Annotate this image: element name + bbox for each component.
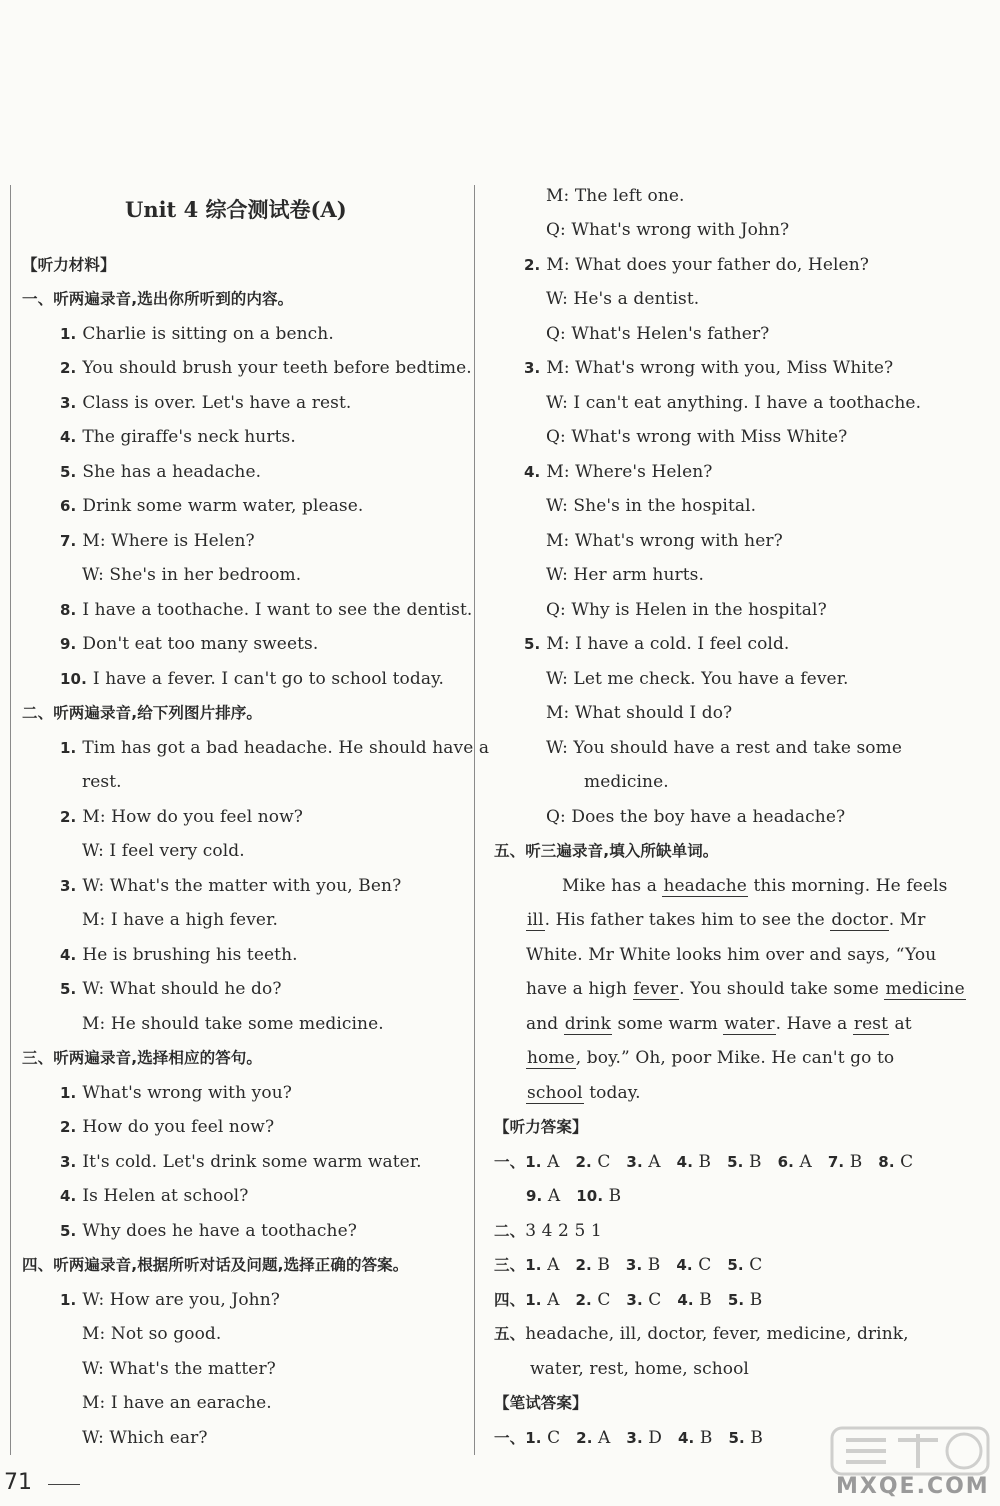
- answer-choice: A: [547, 1152, 560, 1172]
- text-line: M: Not so good.: [82, 1324, 222, 1344]
- text-line: W: You should have a rest and take some: [546, 738, 903, 758]
- text-line: M: What's wrong with her?: [546, 531, 783, 551]
- passage-text: this morning. He feels: [747, 876, 948, 896]
- text-line: W: I feel very cold.: [82, 841, 245, 861]
- text-line: [524, 357, 893, 379]
- text-line: [60, 944, 298, 966]
- text-line: [60, 530, 255, 552]
- text-line: M: What should I do?: [546, 703, 733, 723]
- text-line: [524, 461, 713, 483]
- item-number: 10.: [60, 670, 87, 688]
- answer-choice: B: [749, 1290, 763, 1310]
- answer-choice: A: [547, 1186, 561, 1206]
- answer-line: [530, 1358, 749, 1380]
- answer-item: [525, 1290, 559, 1310]
- passage-text: , boy.” Oh, poor Mike. He can't go to: [575, 1048, 895, 1068]
- page-number-dash: [48, 1484, 80, 1485]
- answer-item: [828, 1152, 862, 1172]
- answer-number: 2.: [575, 1256, 592, 1274]
- answer-choice: C: [698, 1255, 712, 1275]
- item-number: 6.: [60, 497, 77, 515]
- text-line: W: What's the matter?: [82, 1359, 276, 1379]
- answer-prefix: 一、: [494, 1153, 526, 1171]
- answer-item: [878, 1152, 913, 1172]
- answer-line: [494, 1254, 778, 1276]
- answer-line: [526, 1185, 637, 1207]
- section-heading: 一、听两遍录音,选出你所听到的内容。: [22, 290, 294, 308]
- answer-number: 2.: [575, 1153, 592, 1171]
- answer-item: [526, 1186, 560, 1206]
- section-heading: 二、听两遍录音,给下列图片排序。: [22, 704, 262, 722]
- text-line: medicine.: [584, 772, 669, 792]
- passage-line: [526, 1082, 641, 1104]
- text-line: [60, 668, 444, 690]
- passage-text: . Mr: [888, 910, 926, 930]
- text-line: [60, 392, 351, 414]
- answer-choice: B: [699, 1290, 712, 1310]
- item-number: 3.: [60, 1153, 77, 1171]
- item-text: The giraffe's neck hurts.: [82, 427, 296, 447]
- passage-line: [526, 978, 966, 1000]
- item-number: 4.: [524, 463, 541, 481]
- answer-prefix: 三、: [494, 1256, 526, 1274]
- answer-choice: B: [699, 1428, 713, 1448]
- answer-choice: B: [647, 1255, 661, 1275]
- text-line: W: Let me check. You have a fever.: [546, 669, 849, 689]
- answer-choice: A: [648, 1152, 661, 1172]
- left-margin-rule: [10, 185, 11, 1455]
- text-line: W: She's in her bedroom.: [82, 565, 302, 585]
- answer-number: 2.: [576, 1429, 593, 1447]
- answer-number: 4.: [676, 1256, 693, 1274]
- item-text: I have a fever. I can't go to school today.: [92, 669, 445, 689]
- passage-text: and: [526, 1014, 564, 1034]
- section-heading: 四、听两遍录音,根据所听对话及问题,选择正确的答案。: [22, 1256, 409, 1274]
- text-line: W: Her arm hurts.: [546, 565, 705, 585]
- item-number: 8.: [60, 601, 77, 619]
- text-line: W: I can't eat anything. I have a toothache.: [546, 393, 922, 413]
- answer-number: 1.: [525, 1256, 542, 1274]
- answer-number: 3.: [626, 1291, 643, 1309]
- answer-text: 3 4 2 5 1: [525, 1221, 602, 1241]
- answer-item: [525, 1152, 559, 1172]
- answer-choice: B: [849, 1152, 863, 1172]
- answer-number: 3.: [625, 1256, 643, 1274]
- answer-choice: B: [748, 1152, 762, 1172]
- page-title: Unit 4 综合测试卷(A): [125, 197, 347, 222]
- passage-text: some warm: [611, 1014, 724, 1034]
- text-line: [60, 1082, 292, 1104]
- answer-number: 10.: [576, 1187, 604, 1205]
- item-number: 4.: [60, 428, 77, 446]
- answer-number: 1.: [525, 1291, 542, 1309]
- filled-blank: ill: [527, 910, 544, 930]
- answer-item: [727, 1255, 762, 1275]
- answer-line: [494, 1323, 909, 1345]
- passage-text: White. Mr White looks him over and says, “You: [526, 945, 937, 965]
- text-line: M: I have a high fever.: [82, 910, 278, 930]
- filled-blank: school: [527, 1083, 583, 1103]
- item-text: M: Where is Helen?: [82, 531, 255, 551]
- item-text: M: How do you feel now?: [82, 807, 304, 827]
- answer-item: [576, 1428, 610, 1448]
- text-line: W: He's a dentist.: [546, 289, 700, 309]
- text-line: W: Which ear?: [82, 1428, 208, 1448]
- answer-number: 1.: [525, 1429, 542, 1447]
- text-line: [60, 978, 282, 1000]
- answer-prefix: 五、: [494, 1325, 526, 1343]
- answer-choice: C: [597, 1290, 611, 1310]
- text-line: M: The left one.: [546, 186, 685, 206]
- answer-item: [677, 1290, 711, 1310]
- text-line: [60, 495, 363, 517]
- answer-number: 7.: [827, 1153, 845, 1171]
- answer-number: 9.: [526, 1187, 543, 1205]
- answer-item: [626, 1290, 661, 1310]
- filled-blank: fever: [633, 979, 679, 999]
- text-line: [60, 1220, 357, 1242]
- filled-blank: rest: [853, 1014, 889, 1034]
- answer-number: 3.: [626, 1429, 643, 1447]
- text-line: [60, 737, 489, 759]
- answer-choice: C: [547, 1428, 561, 1448]
- item-number: 9.: [60, 635, 77, 653]
- passage-line: [526, 944, 936, 966]
- item-number: 7.: [60, 532, 77, 550]
- text-line: Q: Why is Helen in the hospital?: [546, 600, 827, 620]
- answer-line: [494, 1289, 778, 1311]
- answer-item: [626, 1428, 662, 1448]
- item-number: 3.: [60, 877, 77, 895]
- answer-text: water, rest, home, school: [530, 1359, 749, 1379]
- item-number: 4.: [60, 1187, 77, 1205]
- item-text: What's wrong with you?: [82, 1083, 292, 1103]
- answer-line: [494, 1151, 929, 1173]
- passage-line: [526, 1047, 894, 1069]
- passage-text: Mike has a: [562, 876, 663, 896]
- item-text: Charlie is sitting on a bench.: [82, 324, 334, 344]
- text-line: M: He should take some medicine.: [82, 1014, 384, 1034]
- text-line: [60, 323, 334, 345]
- passage-text: . Have a: [775, 1014, 853, 1034]
- filled-blank: medicine: [885, 979, 965, 999]
- text-line: [60, 357, 472, 379]
- item-text: W: How are you, John?: [82, 1290, 280, 1310]
- item-number: 2.: [60, 808, 77, 826]
- item-number: 1.: [60, 1084, 77, 1102]
- text-line: M: I have an earache.: [82, 1393, 272, 1413]
- filled-blank: drink: [564, 1014, 611, 1034]
- answer-choice: B: [608, 1186, 622, 1206]
- answer-prefix: 一、: [494, 1429, 526, 1447]
- answer-choice: C: [900, 1152, 914, 1172]
- item-number: 1.: [60, 1291, 77, 1309]
- item-number: 3.: [524, 359, 541, 377]
- text-line: [60, 875, 401, 897]
- item-text: M: I have a cold. I feel cold.: [546, 634, 790, 654]
- text-line: [60, 426, 296, 448]
- item-number: 2.: [524, 256, 541, 274]
- answer-number: 8.: [878, 1153, 895, 1171]
- text-line: [524, 254, 869, 276]
- passage-line: [562, 875, 947, 897]
- watermark-text: MXQE.COM: [836, 1474, 990, 1499]
- text-line: [60, 599, 472, 621]
- item-text: Drink some warm water, please.: [82, 496, 364, 516]
- item-text: You should brush your teeth before bedtime.: [82, 358, 472, 378]
- answer-item: [525, 1255, 559, 1275]
- text-line: Q: What's Helen's father?: [546, 324, 770, 344]
- answer-number: 4.: [678, 1429, 695, 1447]
- answer-item: [728, 1428, 762, 1448]
- answer-choice: A: [547, 1255, 560, 1275]
- item-number: 4.: [60, 946, 77, 964]
- item-number: 1.: [60, 739, 77, 757]
- answer-number: 2.: [575, 1291, 592, 1309]
- text-line: [60, 1185, 248, 1207]
- answer-number: 3.: [626, 1153, 643, 1171]
- column-divider: [474, 185, 475, 1455]
- answer-item: [575, 1255, 609, 1275]
- passage-text: today.: [583, 1083, 641, 1103]
- text-line: Q: What's wrong with Miss White?: [546, 427, 848, 447]
- item-number: 2.: [60, 359, 77, 377]
- text-line: [524, 633, 789, 655]
- answer-number: 4.: [676, 1153, 694, 1171]
- item-text: M: What's wrong with you, Miss White?: [546, 358, 894, 378]
- answer-item: [525, 1428, 560, 1448]
- answer-heading: 【听力答案】: [494, 1118, 588, 1136]
- answer-number: 1.: [525, 1153, 542, 1171]
- passage-line: [526, 909, 926, 931]
- answer-line: [494, 1427, 779, 1449]
- filled-blank: headache: [663, 876, 747, 896]
- text-line: rest.: [82, 772, 122, 792]
- answer-item: [678, 1428, 712, 1448]
- answer-number: 4.: [677, 1291, 694, 1309]
- item-text: M: Where's Helen?: [546, 462, 713, 482]
- item-text: M: What does your father do, Helen?: [546, 255, 869, 275]
- answer-choice: B: [750, 1428, 763, 1448]
- answer-item: [575, 1290, 610, 1310]
- passage-line: [526, 1013, 912, 1035]
- answer-text: headache, ill, doctor, fever, medicine, drink,: [525, 1324, 909, 1344]
- answer-item: [677, 1152, 711, 1172]
- text-line: Q: Does the boy have a headache?: [546, 807, 846, 827]
- answer-choice: D: [648, 1428, 663, 1448]
- page-number: 71: [4, 1470, 32, 1495]
- answer-item: [626, 1255, 660, 1275]
- item-text: Class is over. Let's have a rest.: [82, 393, 352, 413]
- filled-blank: home: [527, 1048, 575, 1068]
- item-text: I have a toothache. I want to see the dentist.: [82, 600, 473, 620]
- item-number: 5.: [524, 635, 541, 653]
- answer-choice: B: [597, 1255, 610, 1275]
- item-number: 5.: [60, 463, 77, 481]
- answer-choice: A: [598, 1428, 611, 1448]
- answer-choice: C: [648, 1290, 662, 1310]
- section-heading: 三、听两遍录音,选择相应的答句。: [22, 1049, 262, 1067]
- item-number: 2.: [60, 1118, 77, 1136]
- answer-item: [778, 1152, 812, 1172]
- answer-number: 5.: [727, 1153, 744, 1171]
- item-text: Is Helen at school?: [82, 1186, 249, 1206]
- answer-item: [576, 1186, 621, 1206]
- item-text: Don't eat too many sweets.: [82, 634, 319, 654]
- answer-item: [575, 1152, 610, 1172]
- answer-item: [626, 1152, 660, 1172]
- answer-number: 5.: [728, 1429, 745, 1447]
- item-text: W: What should he do?: [82, 979, 282, 999]
- text-line: W: She's in the hospital.: [546, 496, 757, 516]
- answer-choice: B: [698, 1152, 712, 1172]
- answer-heading: 【笔试答案】: [494, 1394, 588, 1412]
- answer-number: 5.: [727, 1256, 744, 1274]
- section-heading: 五、听三遍录音,填入所缺单词。: [494, 842, 719, 860]
- text-line: [60, 461, 261, 483]
- item-text: It's cold. Let's drink some warm water.: [82, 1152, 422, 1172]
- text-line: [60, 633, 318, 655]
- item-text: W: What's the matter with you, Ben?: [82, 876, 402, 896]
- answer-choice: C: [749, 1255, 763, 1275]
- answer-choice: A: [547, 1290, 560, 1310]
- item-text: Why does he have a toothache?: [82, 1221, 357, 1241]
- passage-text: at: [889, 1014, 912, 1034]
- answer-prefix: 四、: [494, 1291, 526, 1309]
- item-number: 5.: [60, 980, 77, 998]
- text-line: [60, 1116, 274, 1138]
- answer-prefix: 二、: [494, 1222, 526, 1240]
- text-line: [60, 1151, 422, 1173]
- answer-choice: C: [597, 1152, 611, 1172]
- answer-choice: A: [799, 1152, 812, 1172]
- item-number: 3.: [60, 394, 77, 412]
- text-line: [60, 806, 303, 828]
- answer-item: [728, 1290, 762, 1310]
- item-text: He is brushing his teeth.: [82, 945, 298, 965]
- item-text: Tim has got a bad headache. He should have a: [82, 738, 490, 758]
- item-text: She has a headache.: [82, 462, 262, 482]
- passage-text: . His father takes him to see the: [544, 910, 831, 930]
- passage-text: . You should take some: [679, 979, 885, 999]
- filled-blank: doctor: [831, 910, 888, 930]
- item-number: 1.: [60, 325, 77, 343]
- passage-text: have a high: [526, 979, 633, 999]
- answer-number: 5.: [727, 1291, 745, 1309]
- answer-number: 6.: [777, 1153, 794, 1171]
- answer-item: [676, 1255, 711, 1275]
- item-number: 5.: [60, 1222, 77, 1240]
- filled-blank: water: [724, 1014, 775, 1034]
- section-heading: 【听力材料】: [22, 256, 116, 274]
- answer-item: [727, 1152, 761, 1172]
- text-line: Q: What's wrong with John?: [546, 220, 790, 240]
- answer-line: [494, 1220, 602, 1242]
- item-text: How do you feel now?: [82, 1117, 275, 1137]
- text-line: [60, 1289, 280, 1311]
